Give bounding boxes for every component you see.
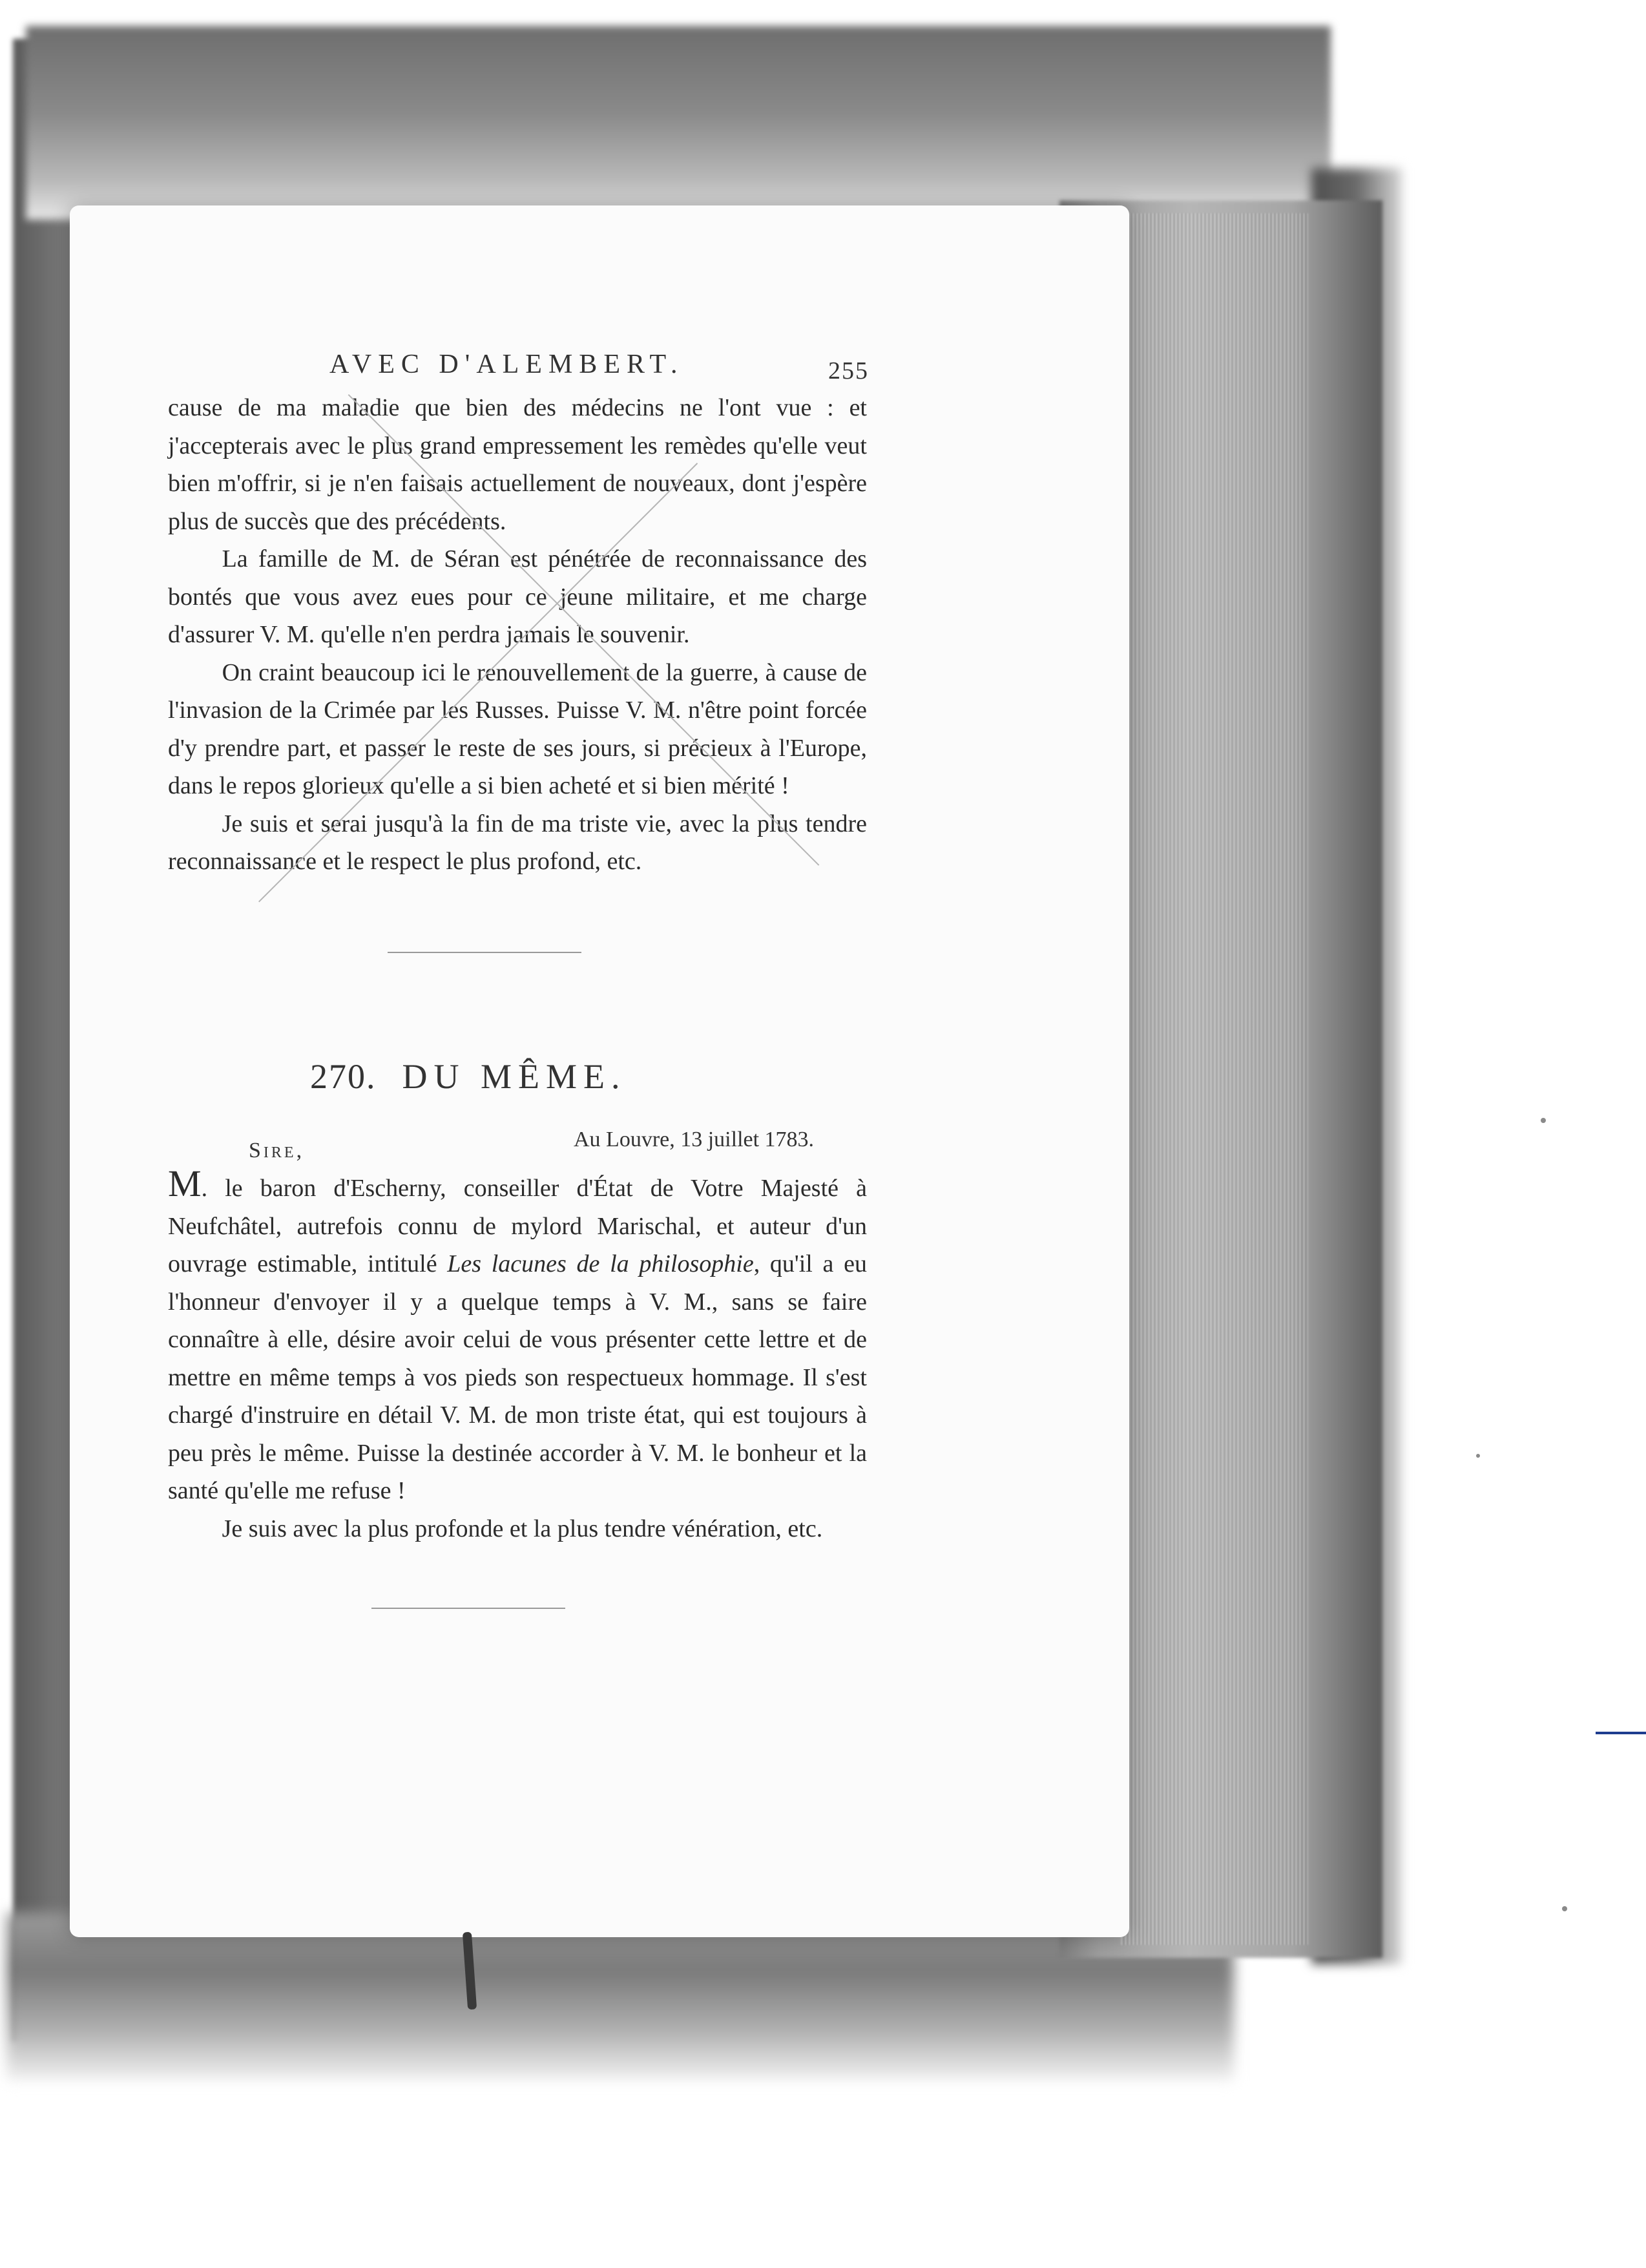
section-rule [388,952,581,953]
paragraph-lead: . le baron d'Escherny, conseiller d'État de Votre Majesté à Neufchâtel, autrefois connu de mylord Marischal, et auteur d'un ouvrage estimable, intitulé [168,1175,867,1277]
running-head: AVEC D'ALEMBERT. [329,350,684,379]
continuation-text [168,389,867,881]
dateline: Au Louvre, 13 juillet 1783. [574,1128,815,1151]
letter-body [168,1162,867,1548]
book-title: Les lacunes de la philosophie [447,1250,754,1277]
section-rule [371,1608,565,1609]
letter-number: 270. [310,1057,377,1096]
paragraph: Je suis et serai jusqu'à la fin de ma triste vie, avec la plus tendre reconnaissance et le respect le plus profond, etc. [168,810,867,875]
closing-line: Je suis avec la plus profonde et la plus tendre vénération, etc. [222,1515,823,1542]
paragraph: On craint beaucoup ici le renouvellement de la guerre, à cause de l'invasion de la Crimée par les Russes. Puisse V. M. n'être point forcée d'y prendre part, et passer le reste de ses jours, si précieux à l'Europe, dans le repos glorieux qu'elle a si bien acheté et si bien mérité ! [168,658,867,799]
paragraph [168,1162,867,1510]
paragraph: La famille de M. de Séran est pénétrée de reconnaissance des bontés que vous avez eues pour ce jeune militaire, et me charge d'assurer V. M. qu'elle n'en perdra jamais le souvenir. [168,545,867,648]
paragraph-tail: , qu'il a eu l'honneur d'envoyer il y a quelque temps à V. M., sans se faire connaître à elle, désire avoir celui de vous présenter cette lettre et de mettre en même temps à vos pieds son respectueux hommage. Il s'est chargé d'instruire en détail V. M. de mon triste état, qui est toujours à peu près le même. Puisse la destinée accorder à V. M. le bonheur et la santé qu'elle me refuse ! [168,1250,867,1504]
letter-heading [310,1056,762,1097]
paragraph: cause de ma maladie que bien des médecins ne l'ont vue : et j'accepterais avec le plus grand empressement les remèdes qu'elle veut bien m'offrir, si je n'en faisais actuellement de nouveaux, dont j'espère plus de succès que des précédents. [168,394,867,535]
page-number: 255 [828,357,869,384]
drop-cap: M [168,1162,202,1204]
letter-title: DU MÊME. [402,1057,627,1096]
salutation: Sire, [249,1139,305,1162]
